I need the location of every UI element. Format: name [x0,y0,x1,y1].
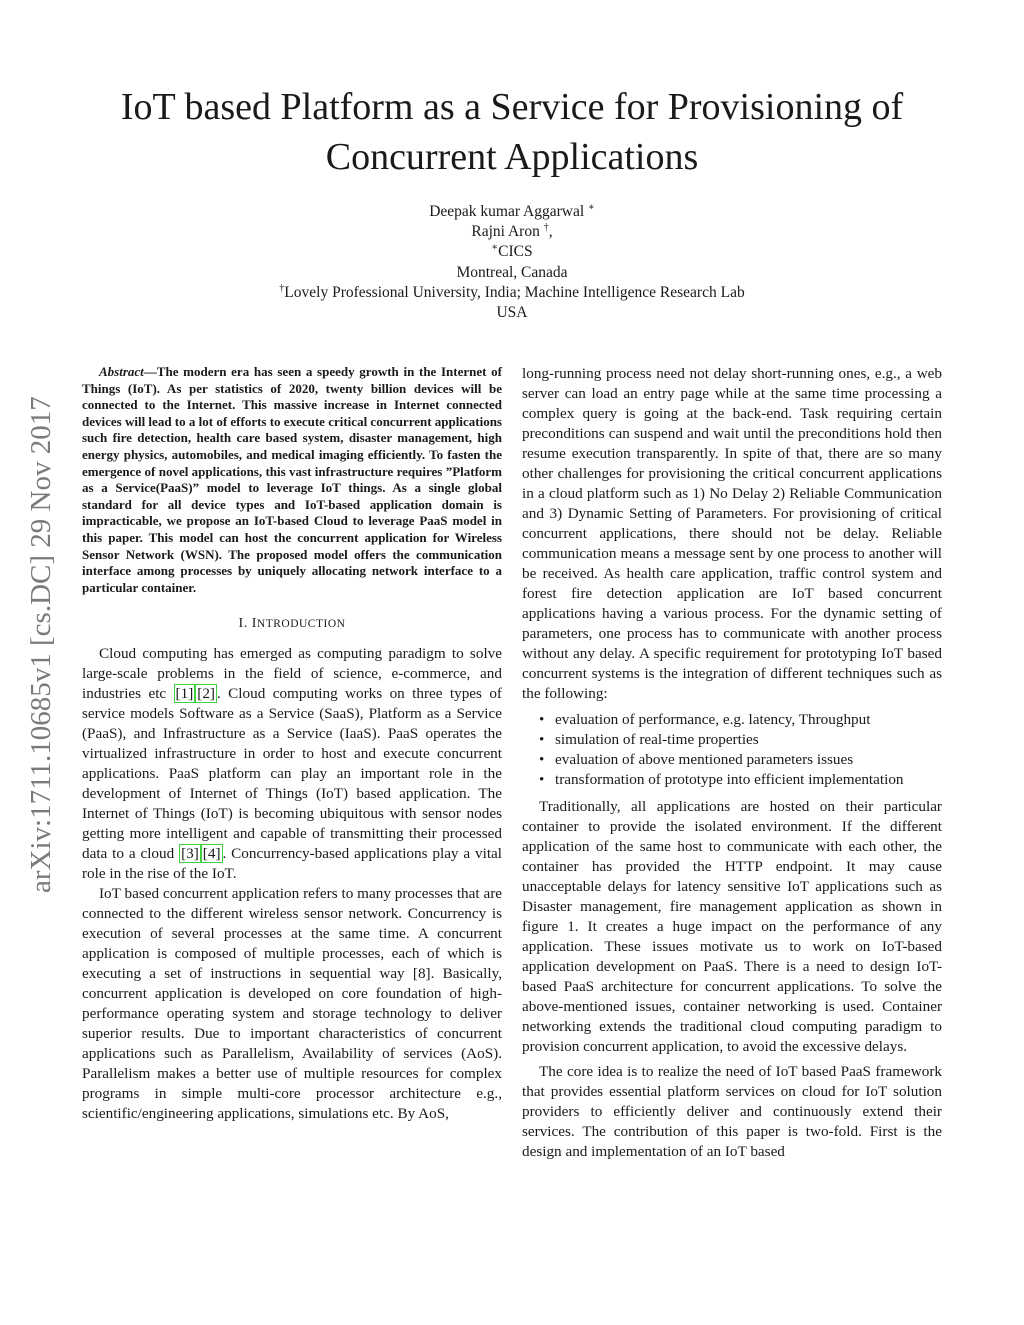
list-item: • simulation of real-time properties [539,730,942,750]
title-line: Concurrent Applications [325,136,699,178]
left-column [82,364,502,1124]
paragraph-text: Cloud computing has emerged as computing paradigm to solve large-scale problems in the field of science, e-commerce, and industries etc [82,645,502,703]
author-mark: ∗ [588,202,595,213]
arxiv-stamp: arXiv:1711.10685v1 [cs.DC] 29 Nov 2017 [25,396,57,894]
list-item: • evaluation of performance, e.g. latency, Throughput [539,710,942,730]
affiliation-2-location: USA [496,304,528,322]
affiliation-mark: † [279,282,285,294]
abstract-separator: — [143,364,157,379]
citation-link[interactable]: [3] [181,845,199,863]
paragraph [82,644,502,884]
author-block [0,202,1024,323]
bullet-list [522,710,942,790]
author-line-2 [0,222,1024,242]
list-item: • transformation of prototype into efficient implementation [539,770,942,790]
author-suffix: , [548,223,553,241]
abstract [82,364,502,596]
paragraph: The core idea is to realize the need of IoT based PaaS framework that provides essential platform services on cloud for IoT solution providers to efficiently deliver and continuously extend their services. The contribution of this paper is two-fold. First is the design and implementation of an IoT based [522,1063,942,1160]
affiliation-name: CICS [498,243,533,261]
paragraph: long-running process need not delay short-running ones, e.g., a web server can load an entry page while at the same time processing a complex query is going at the back-end. Task requiring certain preconditions can suspend and wait until the preconditions hold then resume execution transparently. In spite of that, there are so many other challenges for provisioning the critical concurrent applications in a cloud platform such as 1) No Delay 2) Reliable Communication and 3) Dynamic Setting of Parameters. For provisioning of critical concurrent applications, there should not be delay. Reliable communication means a message sent by one process to another will be received. As health care application, traffic control system and forest fire detection application are IoT based concurrent applications having a various process. For the dynamic setting of parameters, one process has to communicate with another process without any delay. A specific requirement for prototyping IoT based concurrent systems is the integration of different techniques such as the following: [522,365,942,702]
author-name: Deepak kumar Aggarwal [429,203,585,220]
paragraph: Traditionally, all applications are hosted on their particular container to provide the isolated environment. If the different application of the same host to communicate with each other, the container has provided the HTTP endpoint. It may cause unacceptable delays for latency sensitive IoT applications such as Disaster management, fire management application as shown in figure 1. It creates a huge impact on the performance of any application. These issues motivate us to work on IoT-based application development on PaaS. There is a need to design IoT-based PaaS architecture for concurrent applications. To solve the above-mentioned issues, container networking is used. Container networking extends the traditional cloud computing paradigm to provision concurrent application, to avoid the excessive delays. [522,798,942,1055]
affiliation-name: Lovely Professional University, India; Machine Intelligence Research Lab [284,283,745,301]
paper-title [0,82,1024,182]
author-line-1 [0,202,1024,222]
section-rest: NTRODUCTION [256,618,346,631]
affiliation-mark: ∗ [491,242,499,254]
author-mark: † [543,222,549,234]
paragraph-text: . Cloud computing works on three types of service models Software as a Service (SaaS), Platform as a Service (PaaS), and Infrastructure as a Service (IaaS). PaaS operates the virtualized infrastructure in order to host and execute concurrent applications. PaaS platform can play an important role in the development of Internet of Things (IoT) based application. The Internet of Things (IoT) is becoming ubiquitous with sensor nodes getting more intelligent and capable of transmitting their processed data to a cloud [82,685,502,863]
citation-link[interactable]: [2] [197,685,215,703]
paragraph-text: . Concurrency-based applications play a vital role in the rise of the IoT. [82,845,503,883]
citation-link[interactable]: [1] [175,685,194,703]
affiliation-1-location: Montreal, Canada [456,263,568,281]
paragraph: IoT based concurrent application refers to many processes that are connected to the different wireless sensor network. Concurrency is execution of several processes at the same time. A concurrent application is composed of multiple processes, each of which is executing a set of instructions in sequential way [8]. Basically, concurrent application is developed on core foundation of high-performance operating system and storage technology to deliver superior results. Due to important characteristics of concurrent applications such as Parallelism, Availability of services (AoS). Parallelism makes a better use of multiple resources for complex programs in simple multi-core processor architecture e.g., scientific/engineering applications, simulations etc. By AoS, [82,885,502,1123]
author-name: Rajni Aron [471,223,540,241]
title-line: IoT based Platform as a Service for Provisioning of [120,86,904,128]
section-first-letter: I [251,616,257,632]
section-heading [82,614,502,634]
list-item: • evaluation of above mentioned parameters issues [539,750,942,770]
affiliation-2 [0,283,1024,303]
abstract-text: The modern era has seen a speedy growth in the Internet of Things (IoT). As per statistics of 2020, twenty billion devices will be connected to the Internet. This massive increase in Internet connected devices will lead to a lot of efforts to execute critical concurrent applications such fire detection, health care based system, disaster management, high energy physics, automobiles, and medical imaging efficiently. To fasten the emergence of novel applications, this vast infrastructure requires ”Platform as a Service(PaaS)” model to leverage IoT things. As a single global standard for all device types and IoT-based application domain is impracticable, we propose an IoT-based Cloud to leverage PaaS model in this paper. This model can host the concurrent application for Wireless Sensor Network (WSN). The proposed model offers the communication interface among processes by uniquely allocating network interface to a particular container. [82,364,502,595]
right-column [522,364,942,1162]
section-numeral: I. [238,616,248,632]
citation-link[interactable]: [4] [202,845,221,863]
affiliation-1 [0,242,1024,262]
abstract-lead: Abstract [99,364,144,379]
